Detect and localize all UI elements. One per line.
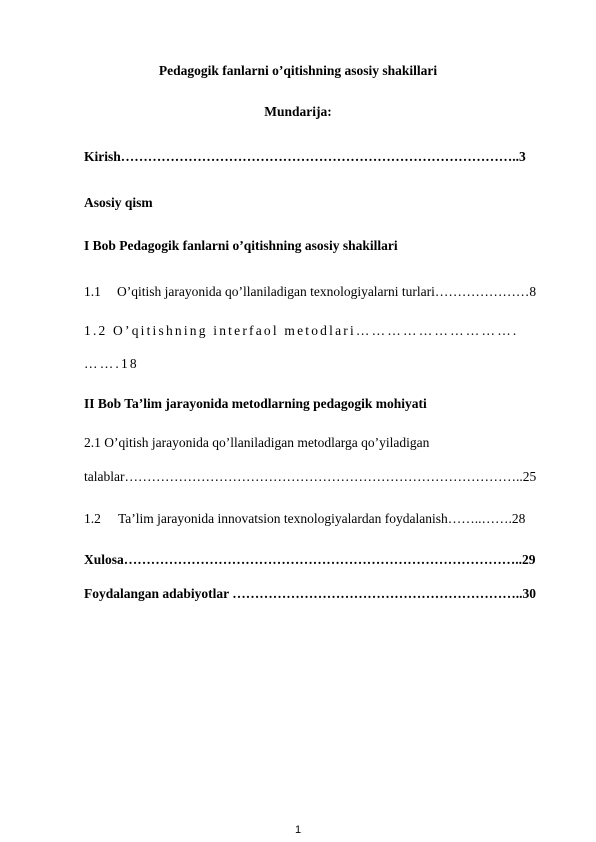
toc-entry-kirish: Kirish……………………………………………………………………………..3 xyxy=(84,149,526,164)
contents-heading: Mundarija: xyxy=(264,104,332,119)
toc-entry-2-1-line1: 2.1 O’qitish jarayonida qo’llaniladigan metodlarga qo’yiladigan xyxy=(84,435,430,450)
toc-entry-1-2-line1: 1.2 O’qitishning interfaol metodlari…………………………. xyxy=(84,323,519,338)
page-number: 1 xyxy=(294,824,302,836)
toc-entry-adabiyotlar: Foydalangan adabiyotlar ………………………………………………………..30 xyxy=(84,586,537,601)
toc-chapter-2: II Bob Ta’lim jarayonida metodlarning pedagogik mohiyati xyxy=(84,396,427,411)
toc-chapter-1: I Bob Pedagogik fanlarni o’qitishning asosiy shakillari xyxy=(84,238,398,253)
toc-entry-xulosa: Xulosa……………………………………………………………………………..29 xyxy=(84,552,536,567)
toc-entry-2-1-line2: talablar……………………………………………………………………………..25 xyxy=(84,469,537,484)
toc-entry-1-2-line2: …….18 xyxy=(84,356,139,371)
toc-entry-1-2b-text: Ta’lim jarayonida innovatsion texnologiyalardan foydalanish……..…….28 xyxy=(118,511,526,526)
toc-entry-1-1-number: 1.1 xyxy=(84,284,101,299)
document-title: Pedagogik fanlarni o’qitishning asosiy shakillari xyxy=(158,63,438,78)
toc-entry-1-1-text: O’qitish jarayonida qo’llaniladigan texnologiyalarni turlari…………………8 xyxy=(117,284,537,299)
toc-section-asosiy-qism: Asosiy qism xyxy=(84,195,153,210)
toc-entry-1-2b-number: 1.2 xyxy=(84,511,101,526)
